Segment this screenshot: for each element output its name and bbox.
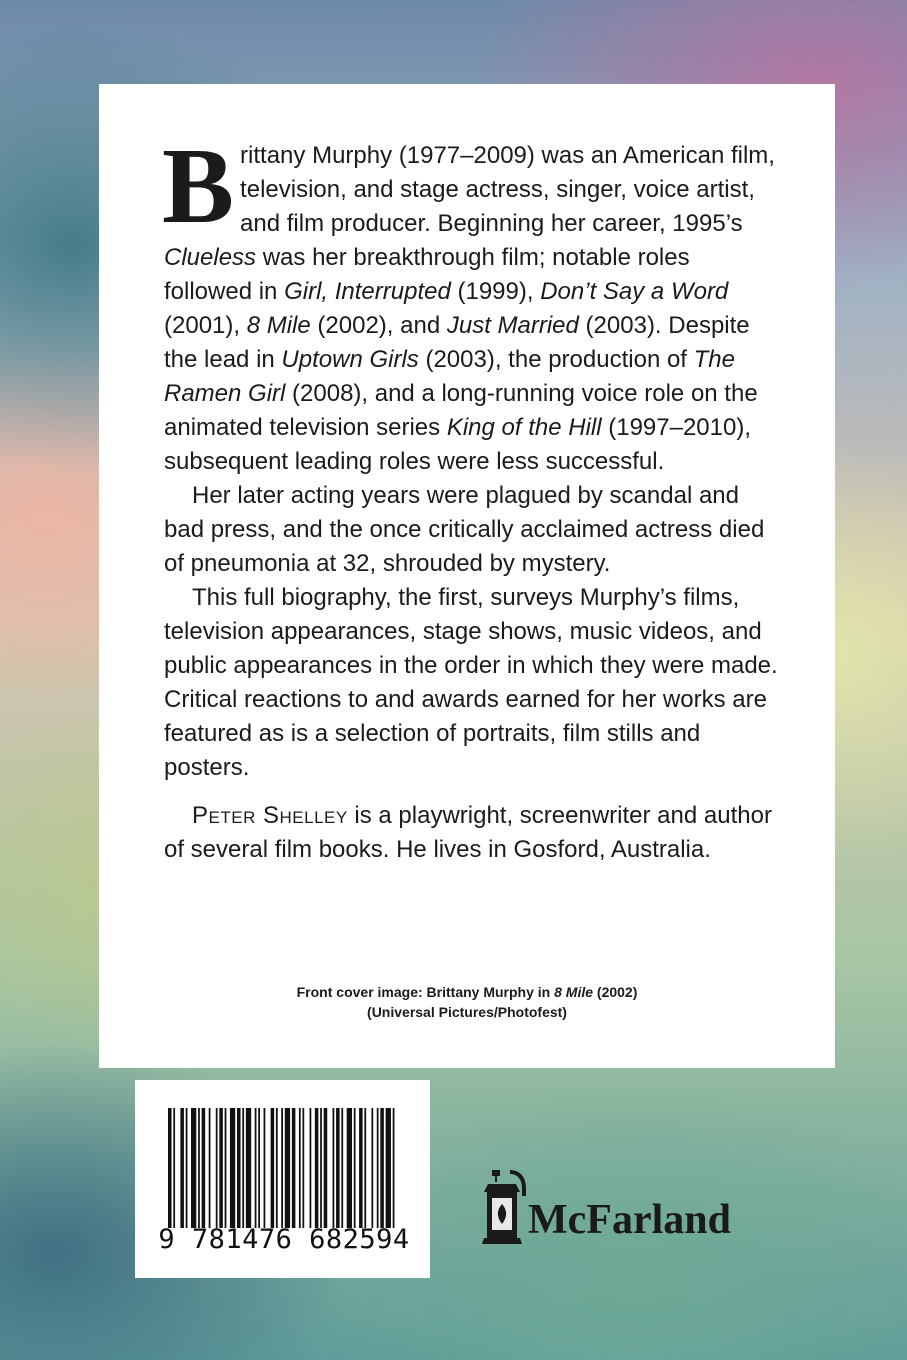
- barcode-bar: [336, 1108, 340, 1228]
- barcode-bar: [386, 1108, 391, 1228]
- film-title: Uptown Girls: [281, 346, 419, 373]
- barcode-bar: [393, 1108, 395, 1228]
- barcode-bar: [371, 1108, 373, 1228]
- barcode-bar: [276, 1108, 278, 1228]
- barcode-bar: [186, 1108, 188, 1228]
- barcode-bar: [341, 1108, 343, 1228]
- barcode-bar: [281, 1108, 283, 1228]
- film-title: Don’t Say a Word: [540, 278, 729, 305]
- author-bio: [164, 799, 784, 867]
- barcode-bar: [225, 1108, 227, 1228]
- barcode-bar: [246, 1108, 251, 1228]
- barcode-bar: [354, 1108, 356, 1228]
- barcode-bar: [292, 1108, 296, 1228]
- barcode-bar: [209, 1108, 211, 1228]
- barcode-digits: 9 781476 682594: [158, 1224, 410, 1255]
- author-bio-text: is a playwright, screenwriter and author of several film books. He lives in Gosford, Australia.: [164, 802, 772, 863]
- barcode-bar: [302, 1108, 304, 1228]
- barcode-bar: [180, 1108, 184, 1228]
- barcode-bar: [320, 1108, 322, 1228]
- description-paragraph-2: Her later acting years were plagued by scandal and bad press, and the once critically acclaimed actress died of pneumonia at 32, shrouded by mystery.: [164, 482, 765, 577]
- film-title: 8 Mile: [246, 312, 311, 339]
- isbn-barcode: [135, 1080, 430, 1278]
- barcode-bar: [347, 1108, 352, 1228]
- back-cover-text-panel: [99, 84, 835, 1068]
- credit-source: (Universal Pictures/Photofest): [367, 1004, 567, 1020]
- barcode-bar: [258, 1108, 260, 1228]
- barcode-bar: [324, 1108, 328, 1228]
- barcode-bar: [364, 1108, 366, 1228]
- barcode-bar: [380, 1108, 384, 1228]
- film-title: Clueless: [164, 244, 257, 271]
- film-title: Just Married: [446, 312, 579, 339]
- tv-series-title: King of the Hill: [446, 414, 602, 441]
- cover-image-credit: Front cover image: Brittany Murphy in 8 Mile (2002) (Universal Pictures/Photofest): [99, 982, 835, 1022]
- credit-film-title: 8 Mile: [554, 984, 594, 1000]
- barcode-bar: [198, 1108, 200, 1228]
- barcode-bar: [299, 1108, 301, 1228]
- barcode-bar: [271, 1108, 275, 1228]
- publisher-logo: [480, 1166, 780, 1246]
- barcode-bar: [202, 1108, 206, 1228]
- barcode-bar: [310, 1108, 312, 1228]
- author-name: Peter Shelley: [192, 802, 348, 829]
- barcode-bar: [173, 1108, 175, 1228]
- barcode-bars: [168, 1108, 398, 1228]
- barcode-bar: [264, 1108, 266, 1228]
- barcode-bar: [168, 1108, 172, 1228]
- barcode-bar: [219, 1108, 223, 1228]
- book-description: [162, 127, 784, 867]
- barcode-bar: [230, 1108, 235, 1228]
- barcode-bar: [333, 1108, 335, 1228]
- barcode-bar: [315, 1108, 319, 1228]
- barcode-bar: [237, 1108, 241, 1228]
- film-title: Girl, Interrupted: [284, 278, 451, 305]
- drop-cap: B: [162, 127, 235, 246]
- barcode-bar: [216, 1108, 218, 1228]
- publisher-name: McFarland: [528, 1197, 731, 1243]
- barcode-bar: [191, 1108, 196, 1228]
- description-paragraph-1: Brittany Murphy (1977–2009) was an American film, television, and stage actress, singer, voice artist, and film producer. Beginning her career, 1995’s Clueless was her breakthrough film; notable roles followed in Girl, Interrupted (1999), Don’t Say a Word (2001), 8 Mile (2002), and Just Married (2003). Despite the lead in Uptown Girls (2003), the production of The Ramen Girl (2008), and a long-running voice role on the animated television series King of the Hill (1997–2010), subsequent leading roles were less successful.: [162, 127, 775, 475]
- barcode-bar: [285, 1108, 290, 1228]
- description-paragraph-3: This full biography, the first, surveys Murphy’s films, television appearances, stage shows, music videos, and public appearances in the order in which they were made. Critical reactions to and awards earned for her works are featured as is a selection of portraits, film stills and posters.: [164, 584, 778, 781]
- lantern-icon: [480, 1166, 530, 1246]
- barcode-bar: [255, 1108, 257, 1228]
- barcode-bar: [377, 1108, 379, 1228]
- film-title: The Ramen Girl: [164, 346, 735, 407]
- barcode-bar: [359, 1108, 363, 1228]
- barcode-bar: [242, 1108, 244, 1228]
